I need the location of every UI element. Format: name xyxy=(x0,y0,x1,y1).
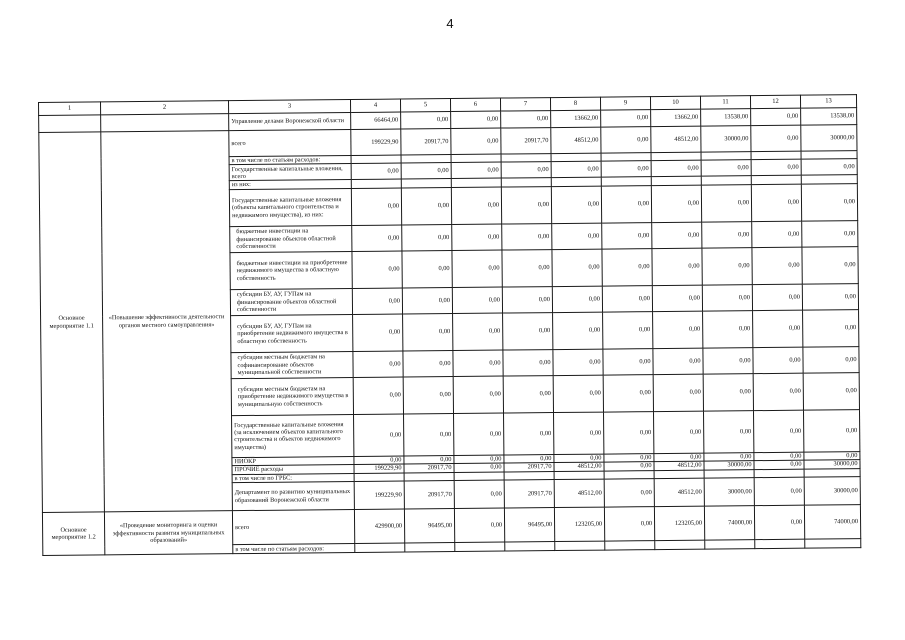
value-cell: 20917,70 xyxy=(501,128,551,154)
value-cell: 96495,00 xyxy=(404,509,454,543)
value-cell: 0,00 xyxy=(753,310,803,347)
value-cell xyxy=(555,541,605,550)
value-cell: 0,00 xyxy=(552,223,602,249)
value-cell: 0,00 xyxy=(454,413,504,455)
column-number-header: 10 xyxy=(650,96,700,109)
value-cell: 0,00 xyxy=(754,478,804,506)
value-cell xyxy=(705,540,755,549)
value-cell: 0,00 xyxy=(453,376,503,413)
column-number-header: 5 xyxy=(400,99,450,112)
value-cell: 30000,00 xyxy=(701,126,751,152)
row-label: Государственные капитальные вложения (за исключением объектов капитального строительства и объектов недвижимого имущества) xyxy=(232,414,354,457)
value-cell: 0,00 xyxy=(652,248,702,285)
value-cell: 30000,00 xyxy=(704,478,754,506)
value-cell: 0,00 xyxy=(352,225,402,251)
value-cell: 123205,00 xyxy=(654,506,704,540)
value-cell: 48512,00 xyxy=(654,462,704,471)
row-label: Государственные капитальные вложения (объекты капитального строительства и недвижимого имущества), из них: xyxy=(229,188,351,226)
value-cell xyxy=(605,541,655,550)
value-cell xyxy=(805,539,861,549)
value-cell: 0,00 xyxy=(453,313,503,350)
value-cell xyxy=(755,540,805,549)
activity-name: «Проведение мониторинга и оценки эффективности развития муниципальных образований» xyxy=(104,511,232,555)
value-cell: 0,00 xyxy=(454,480,504,508)
value-cell: 0,00 xyxy=(654,453,704,462)
value-cell: 199229,90 xyxy=(354,481,404,509)
value-cell: 0,00 xyxy=(803,409,859,452)
value-cell: 48512,00 xyxy=(554,479,604,507)
value-cell: 0,00 xyxy=(653,374,703,411)
value-cell: 0,00 xyxy=(752,247,802,284)
value-cell: 0,00 xyxy=(354,414,404,456)
value-cell: 199229,90 xyxy=(351,129,401,155)
row-label: Государственные капитальные вложения, всего xyxy=(229,164,351,181)
row-label: Управление делами Воронежской области xyxy=(229,112,351,130)
value-cell: 0,00 xyxy=(803,309,859,347)
value-cell: 0,00 xyxy=(604,479,654,507)
value-cell: 0,00 xyxy=(402,287,452,313)
value-cell: 0,00 xyxy=(603,311,653,348)
value-cell: 123205,00 xyxy=(554,507,604,541)
value-cell: 0,00 xyxy=(403,376,453,413)
value-cell: 0,00 xyxy=(351,163,401,179)
budget-table xyxy=(38,94,861,556)
value-cell: 20917,70 xyxy=(404,464,454,473)
value-cell: 0,00 xyxy=(553,312,603,349)
value-cell: 0,00 xyxy=(603,374,653,411)
value-cell: 0,00 xyxy=(554,412,604,454)
value-cell: 0,00 xyxy=(801,183,857,221)
value-cell: 48512,00 xyxy=(654,478,704,506)
value-cell: 66464,00 xyxy=(351,112,401,129)
row-label: всего xyxy=(229,129,351,156)
value-cell: 0,00 xyxy=(703,410,753,452)
value-cell xyxy=(655,540,705,549)
value-cell: 0,00 xyxy=(803,346,859,373)
row-label: в том числе по статьям расходов: xyxy=(229,155,351,165)
value-cell: 0,00 xyxy=(452,287,502,313)
value-cell: 0,00 xyxy=(604,411,654,453)
value-cell: 0,00 xyxy=(802,246,858,284)
value-cell: 0,00 xyxy=(354,456,404,465)
value-cell: 0,00 xyxy=(451,128,501,154)
column-number-header: 7 xyxy=(500,98,550,111)
value-cell: 0,00 xyxy=(653,311,703,348)
value-cell: 0,00 xyxy=(751,125,801,151)
value-cell: 30000,00 xyxy=(804,477,860,506)
value-cell xyxy=(505,542,555,551)
value-cell: 0,00 xyxy=(502,286,552,312)
activity-code: Основное мероприятие 1.2 xyxy=(42,512,104,556)
value-cell: 0,00 xyxy=(751,160,801,176)
value-cell: 0,00 xyxy=(604,453,654,462)
value-cell: 0,00 xyxy=(602,248,652,285)
value-cell: 0,00 xyxy=(754,506,804,540)
value-cell: 0,00 xyxy=(601,161,651,177)
page-number: 4 xyxy=(446,16,454,31)
column-number-header: 3 xyxy=(228,100,350,114)
empty-cell xyxy=(101,114,229,132)
value-cell: 13538,00 xyxy=(701,109,751,126)
value-cell: 0,00 xyxy=(604,462,654,471)
value-cell: 0,00 xyxy=(453,350,503,376)
value-cell: 0,00 xyxy=(651,161,701,177)
value-cell: 0,00 xyxy=(601,185,651,222)
value-cell: 0,00 xyxy=(353,377,403,414)
value-cell: 0,00 xyxy=(503,312,553,349)
budget-table-body xyxy=(39,95,861,556)
value-cell: 0,00 xyxy=(451,187,501,224)
value-cell: 0,00 xyxy=(553,349,603,375)
column-number-header: 6 xyxy=(450,98,500,111)
value-cell: 0,00 xyxy=(501,111,551,128)
column-number-header: 11 xyxy=(700,96,750,109)
row-label: бюджетные инвестиции на финансирование объектов областной собственности xyxy=(230,225,352,252)
value-cell: 0,00 xyxy=(703,347,753,373)
value-cell: 74000,00 xyxy=(804,505,860,540)
value-cell: 0,00 xyxy=(804,451,860,460)
value-cell: 0,00 xyxy=(703,373,753,410)
value-cell: 0,00 xyxy=(754,452,804,461)
row-label: в том числе по ГРБС: xyxy=(232,473,354,483)
value-cell: 13662,00 xyxy=(551,110,601,127)
value-cell: 0,00 xyxy=(601,110,651,127)
value-cell: 0,00 xyxy=(701,185,751,222)
value-cell: 0,00 xyxy=(502,223,552,249)
empty-cell xyxy=(39,115,101,133)
value-cell: 0,00 xyxy=(353,314,403,351)
value-cell: 0,00 xyxy=(751,184,801,221)
row-label: субсидии местным бюджетам на приобретение недвижимого имущества в муниципальную собственность xyxy=(231,377,353,415)
value-cell: 48512,00 xyxy=(554,462,604,471)
column-number-header: 8 xyxy=(550,97,600,110)
value-cell: 0,00 xyxy=(404,455,454,464)
value-cell: 0,00 xyxy=(403,313,453,350)
value-cell: 0,00 xyxy=(551,162,601,178)
value-cell: 0,00 xyxy=(403,350,453,376)
value-cell: 0,00 xyxy=(451,111,501,128)
activity-name: «Повышение эффективности деятельности органов местного самоуправления» xyxy=(101,131,233,513)
value-cell: 96495,00 xyxy=(504,508,554,542)
value-cell: 0,00 xyxy=(503,349,553,375)
value-cell: 20917,70 xyxy=(504,463,554,472)
value-cell: 0,00 xyxy=(452,224,502,250)
value-cell: 0,00 xyxy=(402,250,452,287)
value-cell: 0,00 xyxy=(702,247,752,284)
value-cell: 13662,00 xyxy=(651,109,701,126)
value-cell: 13538,00 xyxy=(801,108,857,126)
value-cell: 74000,00 xyxy=(704,506,754,540)
value-cell: 0,00 xyxy=(552,286,602,312)
row-label: субсидии местным бюджетам на софинансирование объектов муниципальной собственности xyxy=(231,351,353,378)
value-cell: 0,00 xyxy=(451,162,501,178)
row-label: Департамент по развитию муниципальных образований Воронежской области xyxy=(232,482,354,511)
value-cell: 0,00 xyxy=(702,284,752,310)
value-cell: 0,00 xyxy=(704,452,754,461)
value-cell: 0,00 xyxy=(552,249,602,286)
value-cell: 0,00 xyxy=(501,186,551,223)
value-cell: 0,00 xyxy=(753,410,803,452)
value-cell: 0,00 xyxy=(454,463,504,472)
value-cell xyxy=(455,542,505,551)
value-cell: 20917,70 xyxy=(401,129,451,155)
value-cell: 0,00 xyxy=(802,283,858,310)
budget-sheet xyxy=(38,94,861,556)
value-cell: 0,00 xyxy=(701,160,751,176)
value-cell: 0,00 xyxy=(702,221,752,247)
value-cell: 0,00 xyxy=(653,411,703,453)
value-cell: 0,00 xyxy=(404,413,454,455)
row-label: субсидии БУ, АУ, ГУПам на финансирование объектов областной собственности xyxy=(230,288,352,315)
value-cell: 30000,00 xyxy=(801,125,857,152)
value-cell xyxy=(405,543,455,552)
value-cell: 0,00 xyxy=(401,187,451,224)
value-cell: 0,00 xyxy=(554,454,604,463)
column-number-header: 12 xyxy=(750,95,800,108)
value-cell: 0,00 xyxy=(801,159,857,176)
value-cell: 0,00 xyxy=(551,186,601,223)
value-cell: 0,00 xyxy=(602,285,652,311)
column-number-header: 13 xyxy=(800,95,856,109)
value-cell: 30000,00 xyxy=(804,460,860,469)
value-cell: 0,00 xyxy=(454,455,504,464)
value-cell: 0,00 xyxy=(502,249,552,286)
column-number-header: 9 xyxy=(600,97,650,110)
value-cell: 0,00 xyxy=(401,112,451,129)
row-label: субсидии БУ, АУ, ГУПам на приобретение недвижимого имущества в областную собственность xyxy=(231,314,353,352)
value-cell: 0,00 xyxy=(351,188,401,225)
value-cell: 0,00 xyxy=(501,162,551,178)
value-cell: 0,00 xyxy=(352,251,402,288)
value-cell: 0,00 xyxy=(602,222,652,248)
value-cell: 0,00 xyxy=(653,348,703,374)
value-cell: 0,00 xyxy=(703,310,753,347)
value-cell: 0,00 xyxy=(352,288,402,314)
value-cell: 0,00 xyxy=(652,222,702,248)
value-cell: 0,00 xyxy=(603,348,653,374)
value-cell: 0,00 xyxy=(651,185,701,222)
column-number-header: 1 xyxy=(39,102,101,116)
column-number-header: 2 xyxy=(101,101,229,115)
value-cell: 0,00 xyxy=(751,108,801,125)
value-cell: 0,00 xyxy=(753,373,803,410)
row-label: из них: xyxy=(229,180,351,190)
value-cell: 0,00 xyxy=(752,284,802,310)
value-cell: 30000,00 xyxy=(704,461,754,470)
value-cell: 0,00 xyxy=(402,224,452,250)
value-cell: 48512,00 xyxy=(651,126,701,152)
row-label: в том числе по статьям расходов: xyxy=(233,544,355,554)
value-cell: 0,00 xyxy=(803,372,859,410)
value-cell: 0,00 xyxy=(454,508,504,542)
value-cell: 20917,70 xyxy=(504,480,554,508)
value-cell: 0,00 xyxy=(754,461,804,470)
value-cell: 0,00 xyxy=(802,220,858,247)
value-cell: 0,00 xyxy=(504,412,554,454)
row-label: бюджетные инвестиции на приобретение недвижимого имущества в областную собственность xyxy=(230,251,352,289)
value-cell: 0,00 xyxy=(401,163,451,179)
column-number-header: 4 xyxy=(350,99,400,112)
value-cell: 199229,90 xyxy=(354,464,404,473)
value-cell: 0,00 xyxy=(753,347,803,373)
row-label: ПРОЧИЕ расходы xyxy=(232,465,354,475)
value-cell: 0,00 xyxy=(604,507,654,541)
row-label: НИОКР xyxy=(232,456,354,466)
value-cell xyxy=(355,543,405,552)
value-cell: 48512,00 xyxy=(551,127,601,153)
row-label: всего xyxy=(232,510,354,545)
value-cell: 0,00 xyxy=(652,285,702,311)
value-cell: 429900,00 xyxy=(354,509,404,543)
value-cell: 0,00 xyxy=(752,221,802,247)
value-cell: 0,00 xyxy=(504,454,554,463)
value-cell: 0,00 xyxy=(601,127,651,153)
value-cell: 20917,70 xyxy=(404,481,454,509)
value-cell: 0,00 xyxy=(353,351,403,377)
activity-code: Основное мероприятие 1.1 xyxy=(39,132,105,513)
value-cell: 0,00 xyxy=(553,375,603,412)
value-cell: 0,00 xyxy=(452,250,502,287)
value-cell: 0,00 xyxy=(503,375,553,412)
